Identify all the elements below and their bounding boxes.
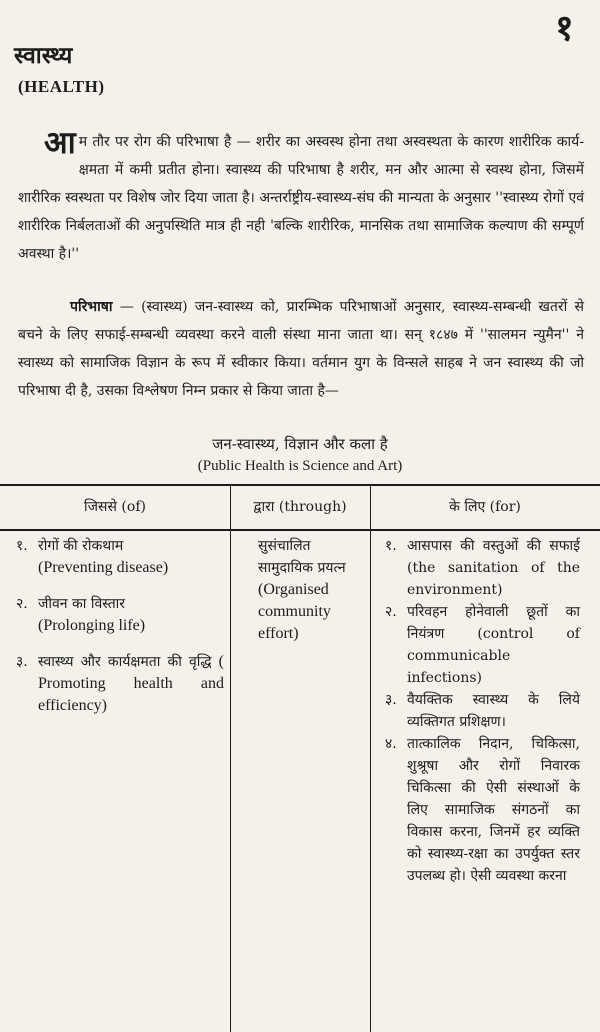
item-number: २. — [385, 604, 397, 620]
definition-paragraph — [18, 293, 584, 405]
drop-cap: आ — [44, 125, 76, 161]
through-text-english: (Organised community effort) — [258, 581, 331, 642]
table-top-rule — [0, 484, 600, 486]
item-number: ३. — [385, 692, 397, 708]
list-item — [16, 535, 224, 579]
column-of — [16, 535, 224, 717]
item-text-hindi: रोगों की रोकथाम — [38, 538, 124, 554]
item-number: ३. — [16, 654, 28, 670]
item-text-english: (Prolonging life) — [38, 617, 146, 634]
item-text: आसपास की वस्तुओं की सफाई (the sanitation of the environment) — [407, 538, 580, 598]
list-item — [385, 733, 580, 887]
item-text-english: ( Promoting health and efficiency) — [38, 653, 224, 714]
through-text-hindi: सुसंचालित सामुदायिक प्रयत्न — [258, 538, 346, 576]
item-text-english: (Preventing disease) — [38, 559, 169, 576]
column-for — [385, 535, 580, 887]
item-number: १. — [16, 538, 28, 554]
item-number: २. — [16, 596, 28, 612]
item-number: ४. — [385, 736, 397, 752]
list-item — [385, 689, 580, 733]
item-text: वैयक्तिक स्वास्थ्य के लिये व्यक्तिगत प्रशिक्षण। — [407, 692, 580, 730]
page-title: स्वास्थ्य — [14, 42, 73, 69]
column-header-for: के लिए (for) — [449, 499, 521, 515]
column-header-through: द्वारा (through) — [253, 499, 347, 515]
page-subtitle: (HEALTH) — [18, 77, 105, 96]
list-item — [385, 601, 580, 689]
definition-lead: परिभाषा — [70, 299, 113, 315]
item-number: १. — [385, 538, 397, 554]
list-item — [16, 651, 224, 717]
table-caption-hindi: जन-स्वास्थ्य, विज्ञान और कला है — [212, 435, 388, 453]
intro-paragraph — [18, 125, 584, 268]
intro-text: म तौर पर रोग की परिभाषा है — शरीर का अस्वस्थ होना तथा अस्वस्थता के कारण शारीरिक कार्य-क्षमता में कमी प्रतीत होना। स्वास्थ्य की परिभाषा है शरीर, मन और आत्मा से स्वस्थ होना, जिसमें शारीरिक स्वस्थता पर विशेष जोर दिया जाता है। अन्तर्राष्ट्रीय-स्वास्थ्य-संघ की मान्यता के अनुसार ''स्वास्थ्य रोगों एवं शारीरिक निर्बलताओं की अनुपस्थिति मात्र ही नही 'बल्कि शारीरिक, मानसिक तथा सामाजिक कल्याण की सम्पूर्ण अवस्था है।'' — [18, 134, 584, 262]
list-item — [385, 535, 580, 601]
item-text: परिवहन होनेवाली छूतों का नियंत्रण (control of communicable infections) — [407, 604, 580, 686]
page-number: १ — [555, 7, 574, 49]
definition-text: — (स्वास्थ्य) जन-स्वास्थ्य को, प्रारम्भिक परिभाषाओं अनुसार, स्वास्थ्य-सम्बन्धी खतरों से बचने के लिए सफाई-सम्बन्धी व्यवस्था करने वाली संस्था माना जाता था। सन् १८४७ में ''सालमन न्युमैन'' ने स्वास्थ्य को सामाजिक विज्ञान के रूप में स्वीकार किया। वर्तमान युग के विन्सले साहब ने जन स्वास्थ्य की जो परिभाषा दी है, उसका विश्लेषण निम्न प्रकार से किया जाता है— — [18, 299, 584, 399]
item-text-hindi: जीवन का विस्तार — [38, 596, 126, 612]
column-header-of: जिससे (of) — [84, 499, 146, 515]
column-divider-1 — [230, 484, 231, 1032]
column-divider-2 — [370, 484, 371, 1032]
item-text-hindi: स्वास्थ्य और कार्यक्षमता की वृद्धि — [38, 654, 212, 670]
list-item — [16, 593, 224, 637]
table-caption-english: (Public Health is Science and Art) — [197, 458, 403, 474]
column-through — [258, 535, 364, 645]
item-text: तात्कालिक निदान, चिकित्सा, शुश्रूषा और रोगों निवारक चिकित्सा की ऐसी संस्थाओं के लिए सामाजिक संगठनों का विकास करना, जिनमें हर व्यक्ति को स्वास्थ्य-रक्षा का उपर्युक्त स्तर उपलब्ध हो। ऐसी व्यवस्था करना — [407, 736, 580, 884]
table-header-rule — [0, 529, 600, 531]
